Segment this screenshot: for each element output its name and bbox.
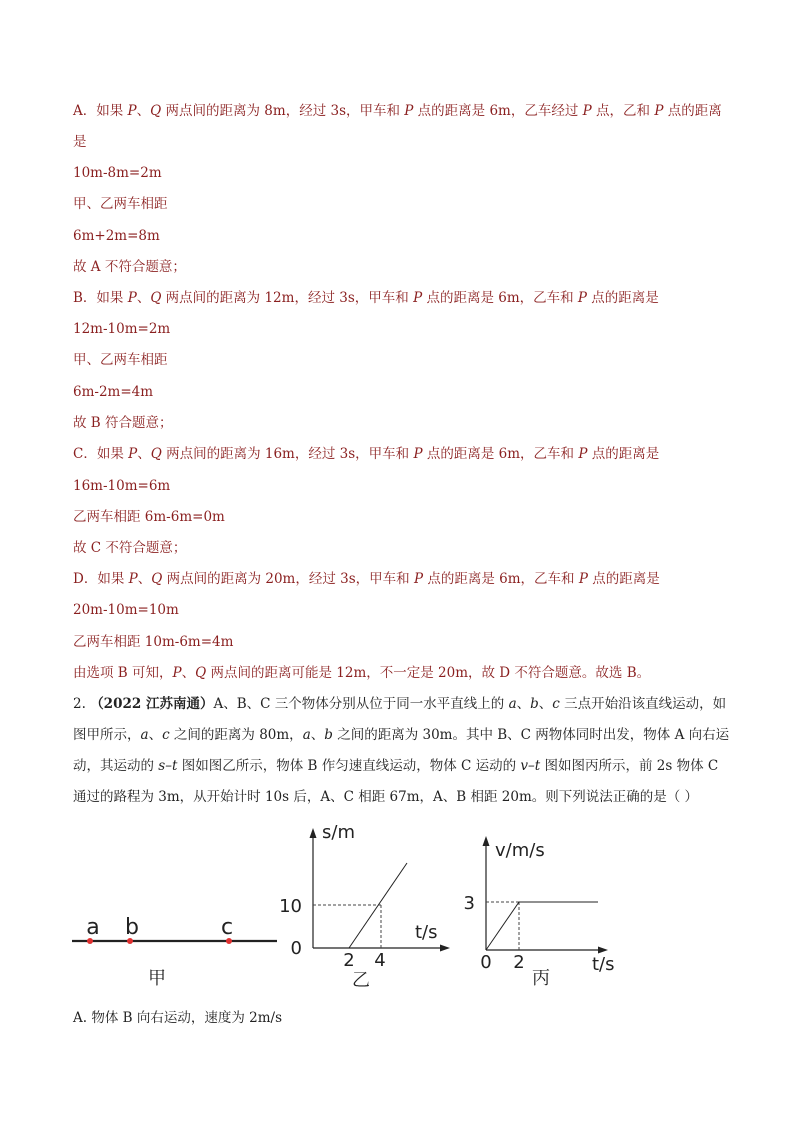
bing-y-arrow xyxy=(483,836,490,846)
question2-line1: 2. （2022 江苏南通）A、B、C 三个物体分别从位于同一水平直线上的 a、b、c 三点开始沿该直线运动，如 xyxy=(73,696,727,712)
bing-x-arrow xyxy=(598,947,608,954)
option-a: A. 物体 B 向右运动，速度为 2m/s xyxy=(73,1010,282,1026)
yi-origin: 0 xyxy=(290,938,302,959)
solution-c-line3: 乙两车相距 6m-6m=0m xyxy=(73,509,225,525)
solution-b-line5: 故 B 符合题意； xyxy=(73,415,173,431)
bing-y-tick: 3 xyxy=(463,893,475,914)
bing-ylabel: v/m/s xyxy=(495,840,545,861)
yi-xlabel: t/s xyxy=(415,922,438,943)
bing-accel-line xyxy=(486,902,519,950)
solution-conclusion: 由选项 B 可知，P、Q 两点间的距离可能是 12m，不一定是 20m，故 D 不符合题意。故选 B。 xyxy=(73,665,651,681)
figure-bing xyxy=(464,836,615,989)
yi-x-arrow xyxy=(440,945,450,952)
solution-d-line2: 20m-10m=10m xyxy=(73,602,179,618)
question2-line3: 动，其运动的 s–t 图如图乙所示，物体 B 作匀速直线运动，物体 C 运动的 v–t 图如图丙所示，前 2s 物体 C xyxy=(73,758,719,774)
solution-b-line4: 6m-2m=4m xyxy=(73,384,154,400)
solution-c-line4: 故 C 不符合题意； xyxy=(73,540,187,556)
solution-a-line5: 故 A 不符合题意； xyxy=(73,259,186,275)
point-a-label: a xyxy=(86,915,100,940)
figure-jia xyxy=(72,915,277,989)
solution-a-line4: 6m+2m=8m xyxy=(73,228,160,244)
solution-b-line3: 甲、乙两车相距 xyxy=(73,352,168,368)
yi-x-tick-1: 2 xyxy=(343,950,355,971)
question2-line2: 图甲所示，a、c 之间的距离为 80m，a、b 之间的距离为 30m。其中 B、C 两物体同时出发，物体 A 向右运 xyxy=(73,727,730,743)
jia-caption: 甲 xyxy=(148,968,166,989)
solution-d-line1: D．如果 P、Q 两点间的距离为 20m，经过 3s，甲车和 P 点的距离是 6m，乙车和 P 点的距离是 xyxy=(73,571,660,587)
bing-origin: 0 xyxy=(480,952,492,973)
yi-x-tick-2: 4 xyxy=(374,950,386,971)
bing-x-tick: 2 xyxy=(513,952,525,973)
bing-caption: 丙 xyxy=(532,968,550,989)
figure-yi xyxy=(279,822,450,991)
solution-a-line1: A．如果 P、Q 两点间的距离为 8m，经过 3s，甲车和 P 点的距离是 6m，乙车经过 P 点，乙和 P 点的距离 xyxy=(73,103,722,119)
yi-y-arrow xyxy=(310,828,317,838)
solution-a-line3: 甲、乙两车相距 xyxy=(73,196,168,212)
point-c-label: c xyxy=(220,915,234,940)
point-b-label: b xyxy=(125,915,139,940)
solution-d-line3: 乙两车相距 10m-6m=4m xyxy=(73,634,234,650)
yi-data-line xyxy=(349,863,407,948)
solution-c-line1: C．如果 P、Q 两点间的距离为 16m，经过 3s，甲车和 P 点的距离是 6m，乙车和 P 点的距离是 xyxy=(73,446,660,462)
solution-c-line2: 16m-10m=6m xyxy=(73,478,171,494)
figures xyxy=(0,820,794,1010)
solution-a-line1-cont: 是 xyxy=(73,134,87,150)
solution-b-line2: 12m-10m=2m xyxy=(73,321,171,337)
yi-ylabel: s/m xyxy=(322,822,355,843)
yi-y-tick: 10 xyxy=(279,896,302,917)
question2-line4: 通过的路程为 3m，从开始计时 10s 后，A、C 相距 67m，A、B 相距 20m。则下列说法正确的是（ ） xyxy=(73,789,699,805)
yi-caption: 乙 xyxy=(352,970,370,991)
solution-b-line1: B．如果 P、Q 两点间的距离为 12m，经过 3s，甲车和 P 点的距离是 6m，乙车和 P 点的距离是 xyxy=(73,290,659,306)
solution-a-line2: 10m-8m=2m xyxy=(73,165,162,181)
bing-xlabel: t/s xyxy=(592,954,615,975)
